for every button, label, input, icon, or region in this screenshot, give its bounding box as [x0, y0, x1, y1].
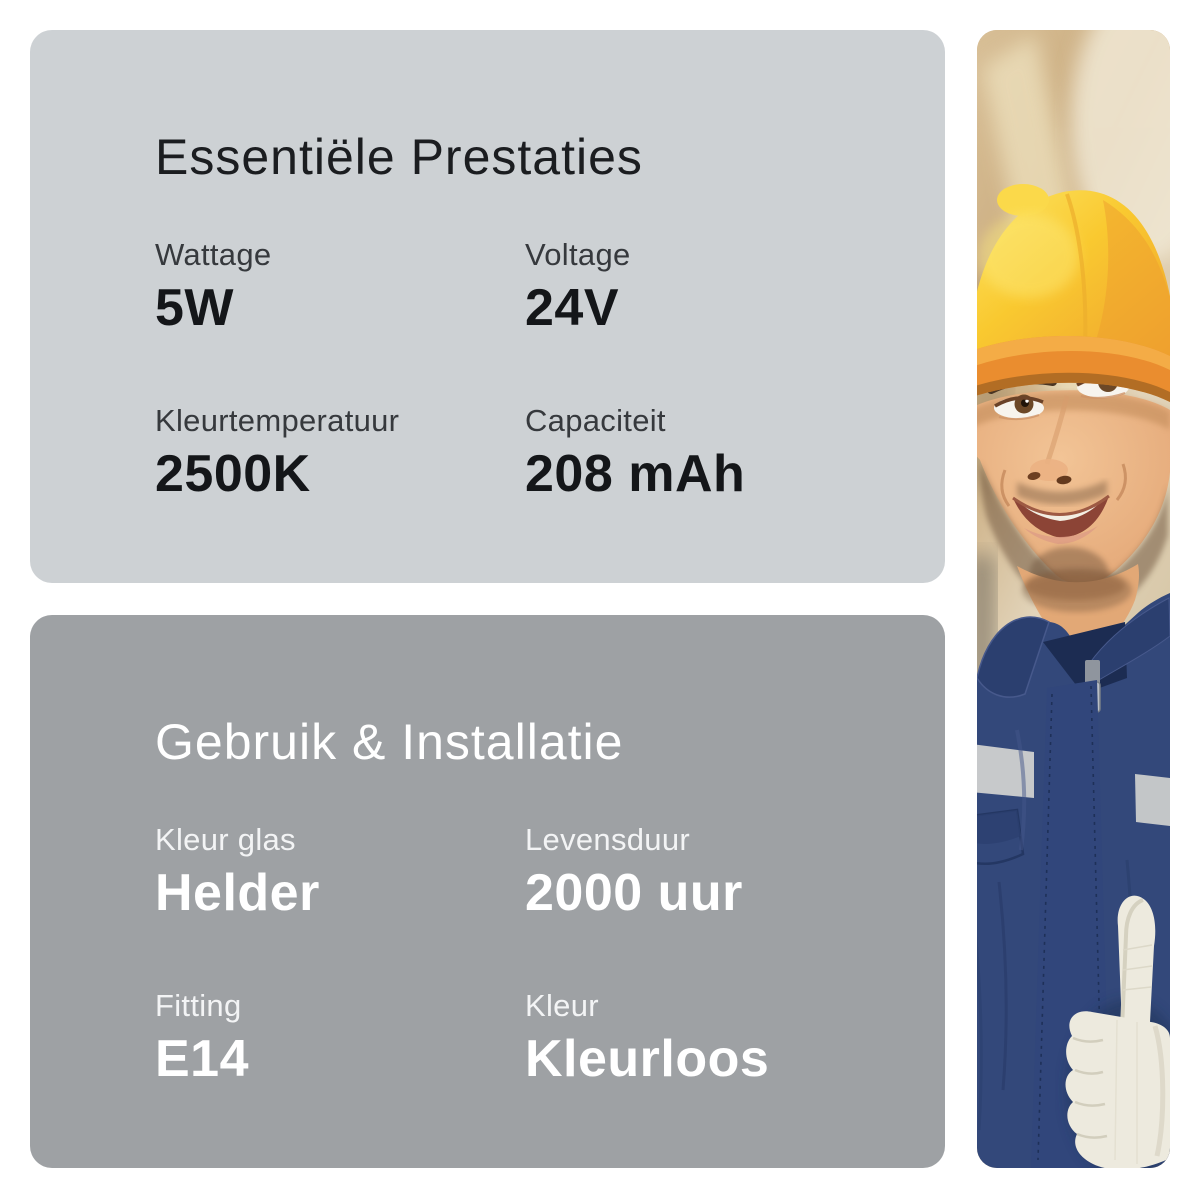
spec-label: Fitting [155, 988, 242, 1024]
spec-value: 2500K [155, 445, 311, 504]
reflective-stripe-right [1135, 774, 1170, 826]
spec-label: Kleur [525, 988, 599, 1024]
performance-card [30, 30, 945, 583]
spec-value: Helder [155, 864, 320, 922]
spec-label: Voltage [525, 237, 631, 272]
spec-label: Levensduur [525, 822, 691, 857]
spec-label: Wattage [155, 237, 272, 272]
card-title: Essentiële Prestaties [155, 129, 643, 185]
spec-value: 2000 uur [525, 864, 743, 922]
spec-color-temperature [155, 405, 525, 503]
spec-grid [155, 239, 945, 503]
spec-grid [155, 824, 945, 1088]
spec-wattage [155, 239, 525, 337]
usage-installation-card [30, 615, 945, 1168]
glove-fist [1066, 1011, 1171, 1168]
spec-label: Kleur glas [155, 822, 296, 857]
spec-value: 208 mAh [525, 445, 746, 504]
spec-voltage [525, 239, 945, 337]
spec-value: Kleurloos [525, 1030, 770, 1089]
spec-glass-color [155, 824, 525, 922]
spec-value: 5W [155, 279, 234, 337]
spec-label: Kleurtemperatuur [155, 403, 400, 439]
spec-color [525, 990, 945, 1088]
spec-value: 24V [525, 279, 620, 337]
spec-value: E14 [155, 1030, 250, 1089]
spec-fitting [155, 990, 525, 1088]
spec-lifetime [525, 824, 945, 922]
spec-capacity [525, 405, 945, 503]
card-title: Gebruik & Installatie [155, 714, 624, 770]
spec-label: Capaciteit [525, 403, 666, 439]
worker-photo [977, 30, 1170, 1168]
worker-photo-illustration [977, 30, 1170, 1168]
